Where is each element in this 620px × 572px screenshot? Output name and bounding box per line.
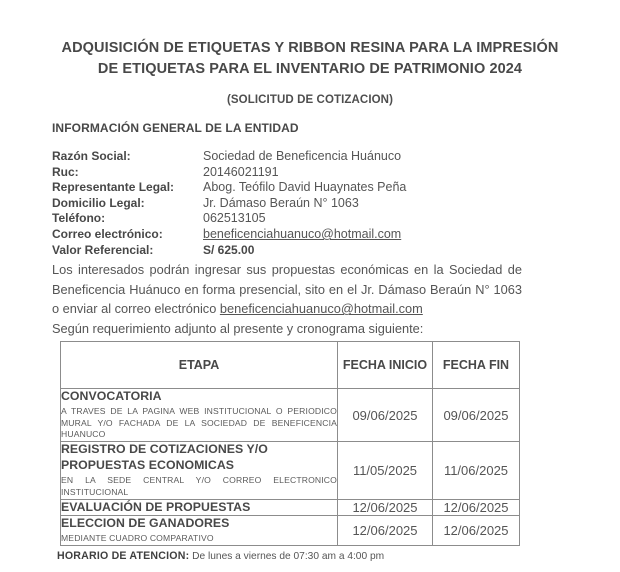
email-link[interactable]: beneficenciahuanuco@hotmail.com: [219, 301, 423, 317]
info-row: [52, 211, 522, 227]
attention-hours-footer: [57, 550, 384, 562]
info-label: Ruc:: [52, 164, 79, 179]
table-row: [61, 516, 520, 546]
cell-fecha-fin: 12/06/2025: [433, 516, 520, 546]
document-subtitle: (SOLICITUD DE COTIZACION): [226, 94, 394, 106]
cell-fecha-inicio: 09/06/2025: [338, 389, 433, 442]
attention-hours-text: De lunes a viernes de 07:30 am a 4:00 pm: [189, 551, 385, 562]
info-value-razon-social: Sociedad de Beneficencia Huánuco: [203, 149, 402, 163]
info-row: [52, 180, 522, 196]
paragraph-line-3: [52, 299, 522, 319]
info-value-telefono: 062513105: [203, 211, 266, 226]
table-row: [61, 499, 520, 516]
stage-description: A TRAVES DE LA PAGINA WEB INSTITUCIONAL O PERIODICO MURAL Y/O FACHADA DE LA SOCIEDAD DE BENEFICENCIA HUANUCO: [61, 405, 337, 440]
column-header-etapa: ETAPA: [61, 342, 338, 389]
info-row: [52, 227, 522, 243]
stage-name: REGISTRO DE COTIZACIONES Y/O PROPUESTAS ECONOMICAS: [61, 442, 268, 473]
paragraph-line-3-prefix: o enviar al correo electrónico: [52, 301, 220, 317]
stage-description: EN LA SEDE CENTRAL Y/O CORREO ELECTRONICO INSTITUCIONAL: [61, 474, 337, 497]
cell-fecha-fin: 09/06/2025: [433, 389, 520, 442]
instructions-paragraph: [52, 260, 522, 338]
cell-etapa: [61, 389, 338, 442]
info-value-representante-legal: Abog. Teófilo David Huaynates Peña: [203, 180, 407, 195]
stage-name: EVALUACIÓN DE PROPUESTAS: [61, 499, 251, 514]
info-row: [52, 243, 522, 259]
stage-description: MEDIANTE CUADRO COMPARATIVO: [61, 532, 214, 543]
stage-name: CONVOCATORIA: [61, 389, 162, 403]
page-title: ADQUISICIÓN DE ETIQUETAS Y RIBBON RESINA PARA LA IMPRESIÓN DE ETIQUETAS PARA EL INVENTARIO DE PATRIMONIO 2024: [61, 40, 559, 78]
schedule-table: [60, 341, 520, 546]
info-label: Correo electrónico:: [52, 226, 163, 241]
info-label: Domicilio Legal:: [52, 195, 145, 210]
cell-etapa: [61, 516, 338, 546]
info-row: [52, 165, 522, 181]
paragraph-line-2: Beneficencia Huánuco en forma presencial, sito en el Jr. Dámaso Beraún N° 1063: [52, 281, 522, 297]
stage-name: ELECCION DE GANADORES: [61, 516, 230, 531]
table-header-row: [61, 342, 520, 389]
paragraph-line-4: Según requerimiento adjunto al presente y cronograma siguiente:: [52, 320, 424, 336]
section-heading-entity-info: INFORMACIÓN GENERAL DE LA ENTIDAD: [52, 121, 299, 135]
column-header-fecha-inicio: FECHA INICIO: [338, 342, 433, 389]
table-row: [61, 389, 520, 442]
entity-info-list: [52, 149, 522, 258]
info-value-valor-referencial: S/ 625.00: [203, 242, 255, 257]
info-value-domicilio-legal: Jr. Dámaso Beraún N° 1063: [203, 195, 359, 210]
cell-fecha-inicio: 12/06/2025: [338, 499, 433, 516]
info-label: Representante Legal:: [52, 180, 175, 195]
cell-fecha-fin: 11/06/2025: [433, 442, 520, 499]
info-label: Valor Referencial:: [52, 242, 154, 257]
info-value-ruc: 20146021191: [203, 164, 279, 179]
info-value-correo-electronico[interactable]: beneficenciahuanuco@hotmail.com: [203, 226, 402, 241]
attention-hours-label: HORARIO DE ATENCION:: [57, 550, 190, 562]
info-row: [52, 149, 522, 165]
cell-fecha-fin: 12/06/2025: [433, 499, 520, 516]
column-header-fecha-fin: FECHA FIN: [433, 342, 520, 389]
cell-fecha-inicio: 11/05/2025: [338, 442, 433, 499]
info-label: Razón Social:: [52, 149, 131, 163]
cell-etapa: [61, 499, 338, 516]
info-row: [52, 196, 522, 212]
cell-etapa: [61, 442, 338, 499]
info-label: Teléfono:: [52, 211, 106, 226]
paragraph-line-1: Los interesados podrán ingresar sus propuestas económicas en la Sociedad de: [52, 262, 522, 277]
table-row: [61, 442, 520, 499]
cell-fecha-inicio: 12/06/2025: [338, 516, 433, 546]
